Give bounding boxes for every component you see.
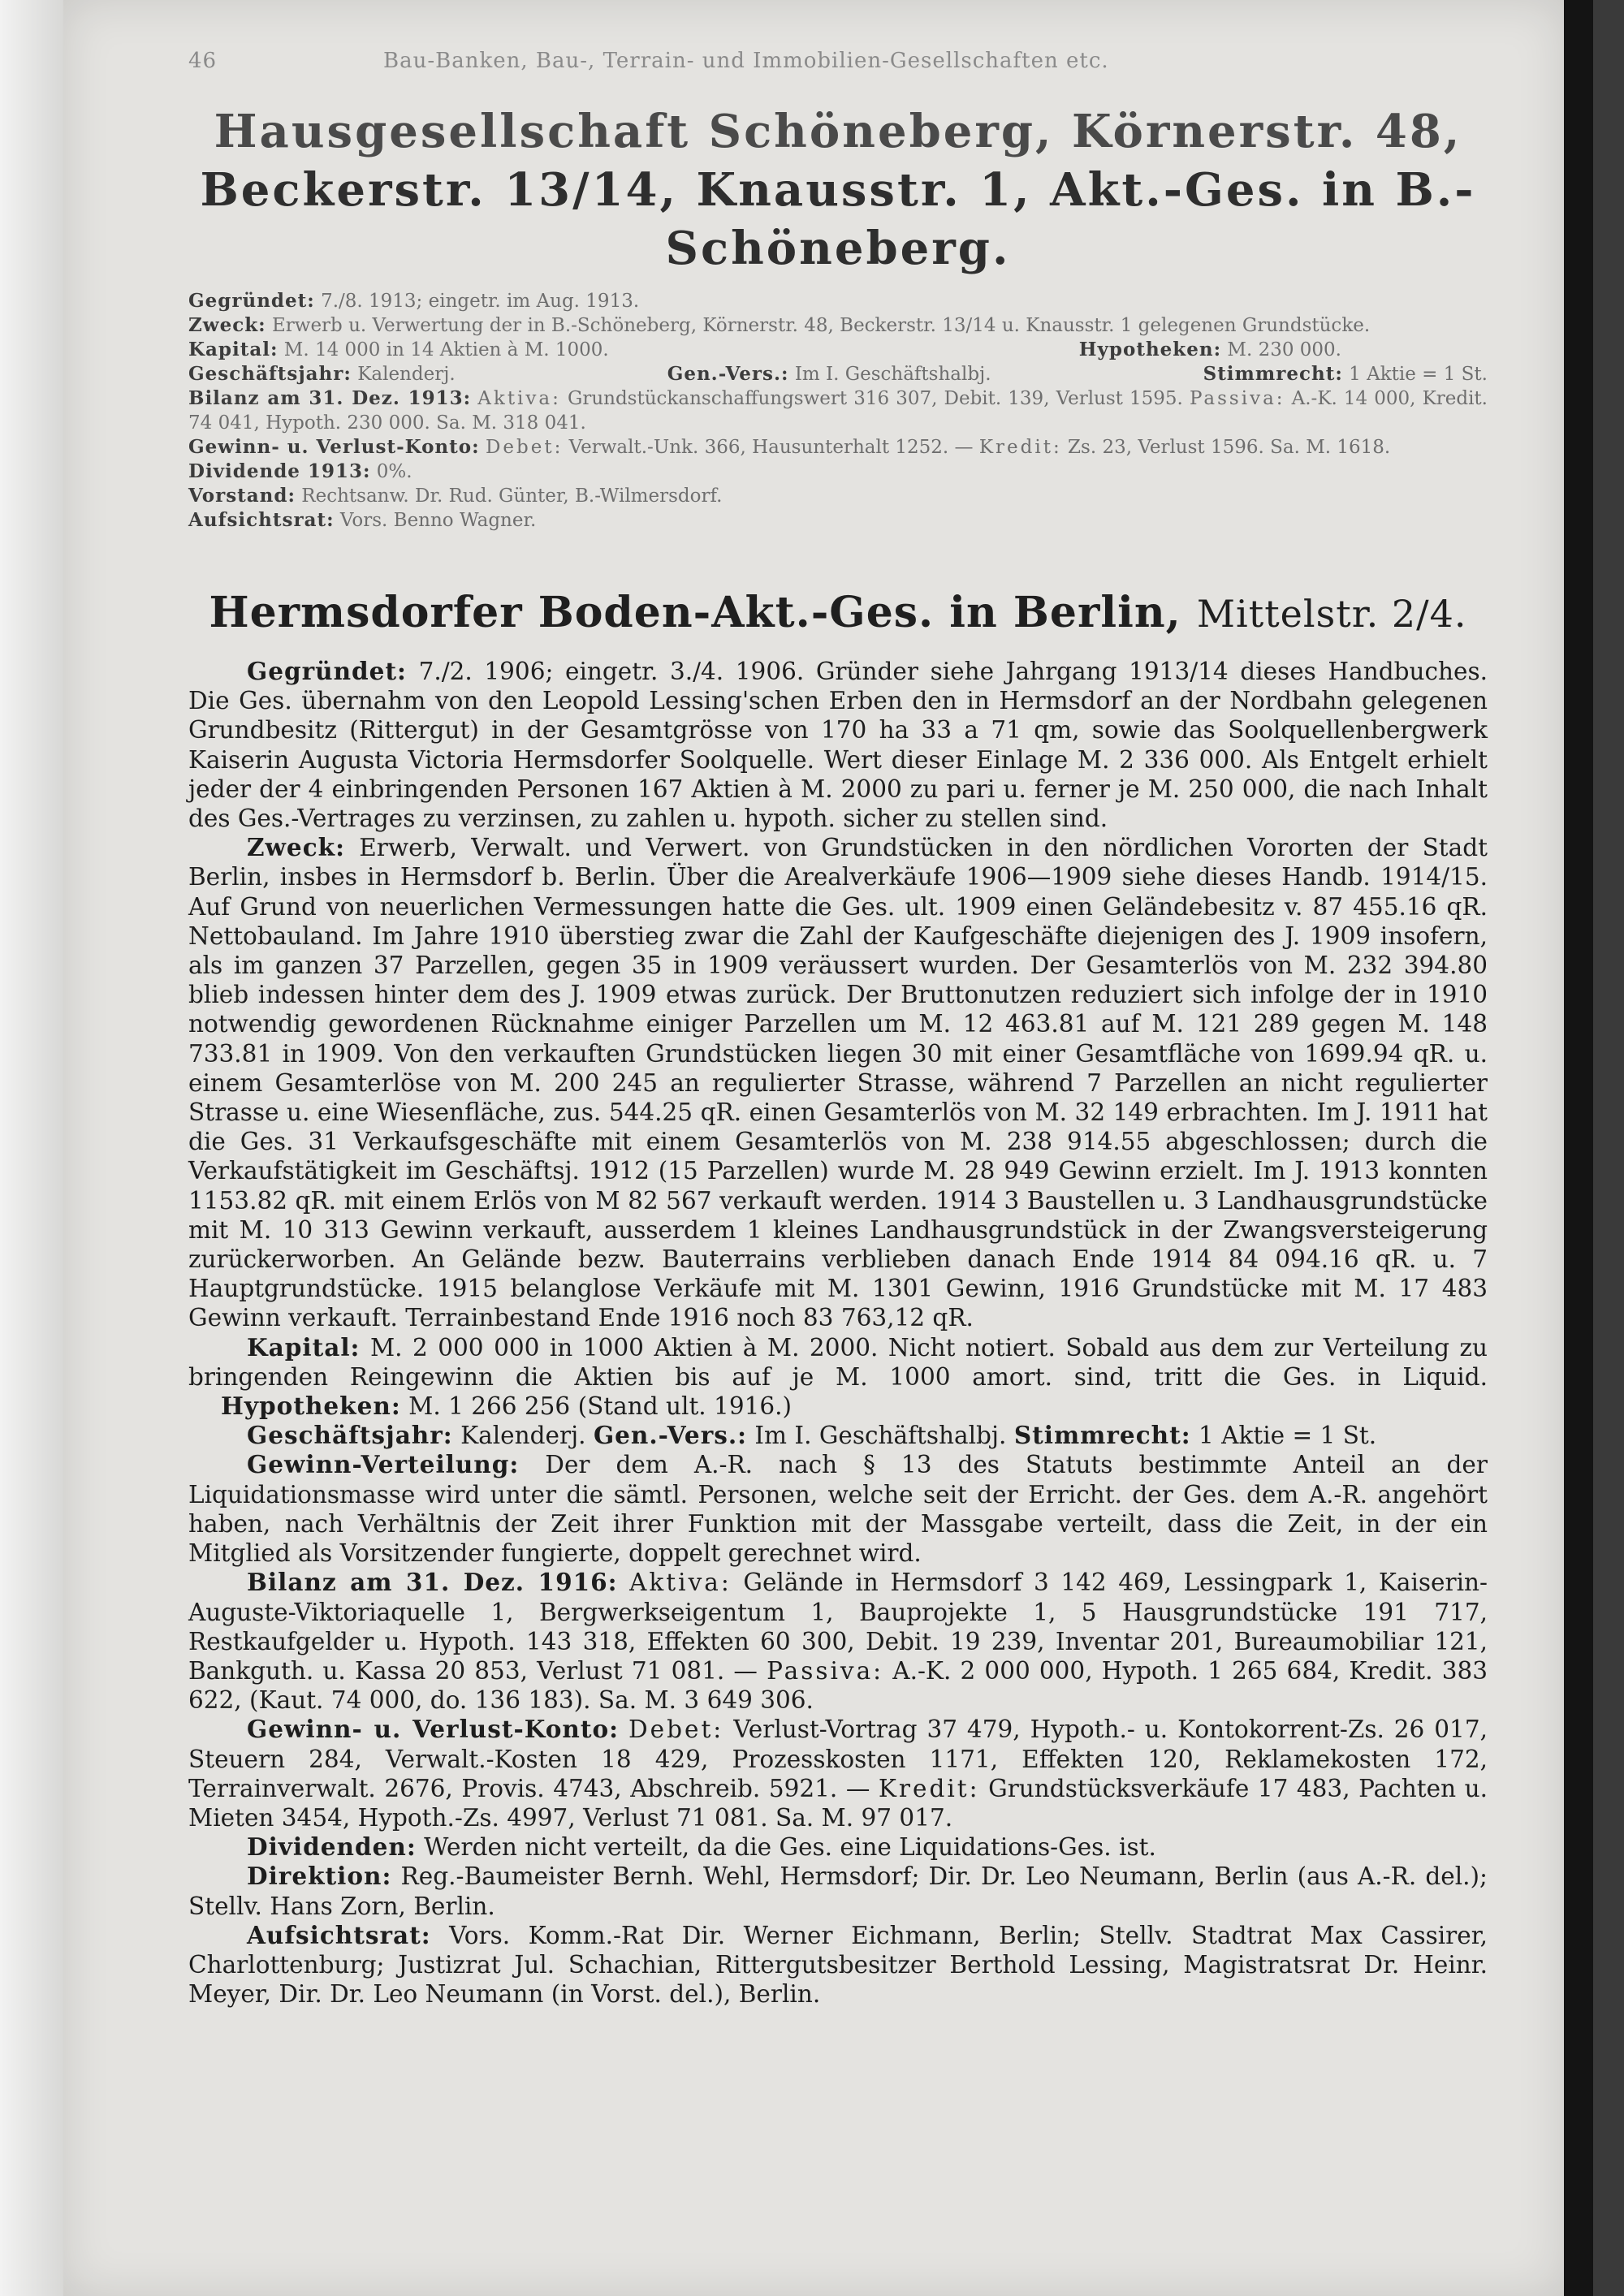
aktiva-value: Grundstückanschaffungswert 316 307, Debit. 139, Verlust 1595. [567,388,1183,409]
entry1-dividende [188,460,1488,484]
value: Vors. Benno Wagner. [339,510,537,531]
label: Gegründet: [188,290,315,312]
stimmrecht-value: 1 Aktie = 1 St. [1199,1422,1377,1450]
entry2-dividenden [188,1832,1488,1862]
value: 0%. [376,461,412,482]
entry1-aufsichtsrat [188,508,1488,533]
entry2-gewinnverteilung [188,1450,1488,1568]
debet-label: Debet: [628,1716,724,1744]
value: Der dem A.-R. nach § 13 des Statuts bestimmte Anteil an der Liquidationsmasse wird unter die sämtl. Personen, welche seit der Erricht. der Ges. dem A.-R. angehört haben, nach Verhältnis der Zeit ihrer Funktion mit der Massgabe verteilt, dass die Zeit, in der ein Mitglied als Vorsitzender fungierte, doppelt gerechnet wird. [188,1451,1488,1568]
entry1-hypotheken [1079,338,1341,362]
entry1-geschaeftsjahr [188,362,456,386]
label: Vorstand: [188,485,296,507]
entry1-gegruendet [188,289,1488,313]
label: Dividenden: [247,1832,417,1862]
entry2-zweck [188,833,1488,1332]
label: Dividende 1913: [188,460,371,482]
label: Hypotheken: [1078,339,1222,360]
value: Erwerb, Verwalt. und Verwert. von Grundstücken in den nördlichen Vororten der Stadt Berlin, insbes in Hermsdorf b. Berlin. Über die Arealverkäufe 1906—1909 siehe dieses Handb. 1914/15. Auf Grund von neuerlichen Vermessungen hatte die Ges. ult. 1909 einen Geländebesitz v. 87 455.16 qR. Nettobauland. Im Jahre 1910 überstieg zwar die Zahl der Kaufgeschäfte diejenigen des J. 1909 insofern, als im ganzen 37 Parzellen, gegen 35 in 1909 veräussert wurden. Der Gesamterlös von M. 232 394.80 blieb indessen hinter dem des J. 1909 etwas zurück. Der Bruttonutzen reduziert sich infolge der in 1910 notwendig gewordenen Rücknahme einiger Parzellen um M. 12 463.81 auf M. 121 289 gegen M. 148 733.81 in 1909. Von den verkauften Grundstücken liegen 30 mit einer Gesamtfläche von 1699.94 qR. u. einem Gesamterlöse von M. 200 245 an regulierter Strasse, während 7 Parzellen an nicht regulierter Strasse u. eine Wiesenfläche, zus. 544.25 qR. einen Gesamterlös von M. 32 149 erbrachten. Im J. 1911 hat die Ges. 31 Verkaufsgeschäfte mit einem Gesamterlös von M. 238 914.55 abgeschlossen; durch die Verkaufstätigkeit im Geschäftsj. 1912 (15 Parzellen) wurde M. 28 949 Gewinn erzielt. Im J. 1913 konnten 1153.82 qR. mit einem Erlös von M 82 567 verkauft werden. 1914 3 Baustellen u. 3 Landhausgrundstücke mit M. 10 313 Gewinn verkauft, ausserdem 1 kleines Landhausgrundstück in der Zwangsversteigerung zurückerworben. An Gelände bezw. Bauterrains verblieben danach Ende 1914 84 094.16 qR. u. 7 Hauptgrundstücke. 1915 belanglose Verkäufe mit M. 1301 Gewinn, 1916 Grundstücke mit M. 17 483 Gewinn verkauft. Terrainbestand Ende 1916 noch 83 763,12 qR. [188,834,1488,1332]
value: Im I. Geschäftshalbj. [794,364,991,385]
scan-right-border [1564,0,1593,2296]
stimmrecht-label: Stimmrecht: [1013,1421,1191,1450]
geschaeftsjahr-label: Geschäftsjahr: [247,1421,453,1450]
passiva-label: Passiva: [767,1656,884,1685]
aktiva-label: Aktiva: [629,1569,732,1597]
label: Gegründet: [247,657,407,685]
aktiva-value: Gelände in Hermsdorf 3 142 469, Lessingpark 1, Kaiserin-Auguste-Viktoriaquelle 1, Bergwerkseigentum 1, Bauprojekte 1, 5 Hausgrundstücke 191 717, Restkaufgelder u. Hypoth. 143 318, Effekten 60 300, Debit. 19 239, Inventar 201, Bureaumobiliar 121, Bankguth. u. Kassa 20 853, Verlust 71 081. — [188,1569,1488,1685]
entry1-kapital [188,338,609,362]
entry2-kapital [188,1333,1488,1422]
passiva-label: Passiva: [1189,388,1285,409]
value: Reg.-Baumeister Bernh. Wehl, Hermsdorf; Dir. Dr. Leo Neumann, Berlin (aus A.-R. del.); Stellv. Hans Zorn, Berlin. [188,1862,1488,1920]
label: Zweck: [188,314,266,336]
genvers-label: Gen.-Vers.: [593,1421,748,1450]
entry1-kapital-row [188,338,1488,362]
entry-hausgesellschaft-schoeneberg [188,102,1488,533]
debet-value: Verwalt.-Unk. 366, Hausunterhalt 1252. — [568,437,974,458]
label: Gewinn- u. Verlust-Konto: [188,436,480,458]
page-number: 46 [188,49,218,73]
label: Aufsichtsrat: [188,509,335,531]
value: Werden nicht verteilt, da die Ges. eine Liquidations-Ges. ist. [424,1833,1156,1862]
label: Kapital: [247,1332,361,1362]
passiva-value: A.-K. 2 000 000, Hypoth. 1 265 684, Kredit. 383 622, (Kaut. 74 000, do. 136 183). Sa. M. 3 649 306. [188,1656,1488,1715]
label: Gen.-Vers.: [667,363,789,385]
entry1-stimmrecht [1203,362,1488,386]
label: Bilanz am 31. Dez. 1913: [188,387,472,409]
value: Vors. Komm.-Rat Dir. Werner Eichmann, Berlin; Stellv. Stadtrat Max Cassirer, Charlottenburg; Justizrat Jul. Schachian, Rittergutsbesitzer Berthold Lessing, Magistratsrat Dr. Heinr. Meyer, Dir. Dr. Leo Neumann (in Vorst. del.), Berlin. [188,1921,1488,2009]
label: Direktion: [247,1862,392,1891]
aktiva-label: Aktiva: [477,388,561,409]
value: M. 2 000 000 in 1000 Aktien à M. 2000. Nicht notiert. Sobald aus dem zur Verteilung zu bringenden Reingewinn die Aktien bis auf je M. 1000 amort. sind, tritt die Ges. in Liquid. [188,1333,1488,1391]
debet-value: Verlust-Vortrag 37 479, Hypoth.- u. Kontokorrent-Zs. 26 017, Steuern 284, Verwalt.-Kosten 18 429, Prozesskosten 1171, Effekten 120, Reklamekosten 172, Terrainverwalt. 2676, Provis. 4743, Abschreib. 5921. — [188,1716,1488,1802]
label: Aufsichtsrat: [247,1920,431,1949]
genvers-value: Im I. Geschäftshalbj. [754,1422,1007,1450]
entry1-details [188,289,1488,533]
entry1-title-line2: Beckerstr. 13/14, Knausstr. 1, Akt.-Ges. in B.-Schöneberg. [200,163,1476,275]
kredit-value: Zs. 23, Verlust 1596. Sa. M. 1618. [1068,437,1391,458]
value: Erwerb u. Verwertung der in B.-Schöneberg, Körnerstr. 48, Beckerstr. 13/14 u. Knausstr. 1 gelegenen Grundstücke. [271,315,1371,336]
entry1-guv [188,435,1488,460]
running-head-title: Bau-Banken, Bau-, Terrain- und Immobilien-Gesellschaften etc. [383,49,1109,73]
kredit-label: Kredit: [878,1774,980,1802]
entry2-bilanz [188,1568,1488,1715]
entry2-gegruendet [188,657,1488,833]
running-head [188,49,1488,73]
value: M. 230 000. [1227,339,1341,360]
entry2-aufsichtsrat [188,1921,1488,2009]
kredit-label: Kredit: [978,437,1062,458]
value: M. 14 000 in 14 Aktien à M. 1000. [283,339,609,360]
label: Gewinn- u. Verlust-Konto: [247,1715,620,1744]
kredit-value: Grundstücksverkäufe 17 483, Pachten u. Mieten 3454, Hypoth.-Zs. 4997, Verlust 71 081. Sa. M. 97 017. [188,1774,1488,1832]
value: Rechtsanw. Dr. Rud. Günter, B.-Wilmersdorf. [301,486,723,507]
entry2-geschaeftsjahr-row [188,1421,1488,1450]
label: Zweck: [247,833,345,862]
entry1-title-line1: Hausgesellschaft Schöneberg, Körnerstr. 48, [214,105,1462,158]
passiva-value: A.-K. 14 000, Kredit. 74 041, Hypoth. 230 000. Sa. M. 318 041. [188,388,1488,434]
value: 7./2. 1906; eingetr. 3./4. 1906. Gründer siehe Jahrgang 1913/14 dieses Handbuches. Die Ges. übernahm von den Leopold Lessing'schen Erben den in Hermsdorf an der Nordbahn gelegenen Grundbesitz (Rittergut) in der Gesamtgrösse von 170 ha 33 a 71 qm, sowie das Soolquellenbergwerk Kaiserin Augusta Victoria Hermsdorfer Soolquelle. Wert dieser Einlage M. 2 336 000. Als Entgelt erhielt jeder der 4 einbringenden Personen 167 Aktien à M. 2000 zu pari u. ferner je M. 250 000, die nach Inhalt des Ges.-Vertrages zu verzinsen, zu zahlen u. hypoth. sicher zu stellen sind. [188,658,1488,833]
hypotheken-value: M. 1 266 256 (Stand ult. 1916.) [408,1392,793,1421]
page-content [188,49,1488,2009]
entry2-title [188,586,1488,641]
entry1-vorstand [188,484,1488,508]
entry1-zweck [188,313,1488,338]
scan-left-margin [0,0,63,2296]
entry2-details [188,657,1488,2009]
entry2-title-name: Hermsdorfer Boden-Akt.-Ges. in Berlin, [209,588,1181,637]
entry2-direktion [188,1862,1488,1920]
label: Geschäftsjahr: [188,363,352,385]
hypotheken-label: Hypotheken: [221,1392,401,1421]
label: Kapital: [188,339,279,360]
value: 1 Aktie = 1 St. [1349,364,1488,385]
entry1-bilanz [188,386,1488,435]
label: Gewinn-Verteilung: [247,1450,520,1479]
label: Bilanz am 31. Dez. 1916: [247,1568,618,1597]
value: 7./8. 1913; eingetr. im Aug. 1913. [321,291,640,312]
geschaeftsjahr-value: Kalenderj. [460,1422,586,1450]
entry2-guv [188,1715,1488,1832]
entry-hermsdorfer-boden [188,586,1488,2009]
entry1-genvers [667,362,991,386]
entry2-title-address: Mittelstr. 2/4. [1196,592,1467,636]
label: Stimmrecht: [1203,363,1343,385]
debet-label: Debet: [485,437,564,458]
value: Kalenderj. [357,364,456,385]
entry1-geschaeftsjahr-row [188,362,1488,386]
